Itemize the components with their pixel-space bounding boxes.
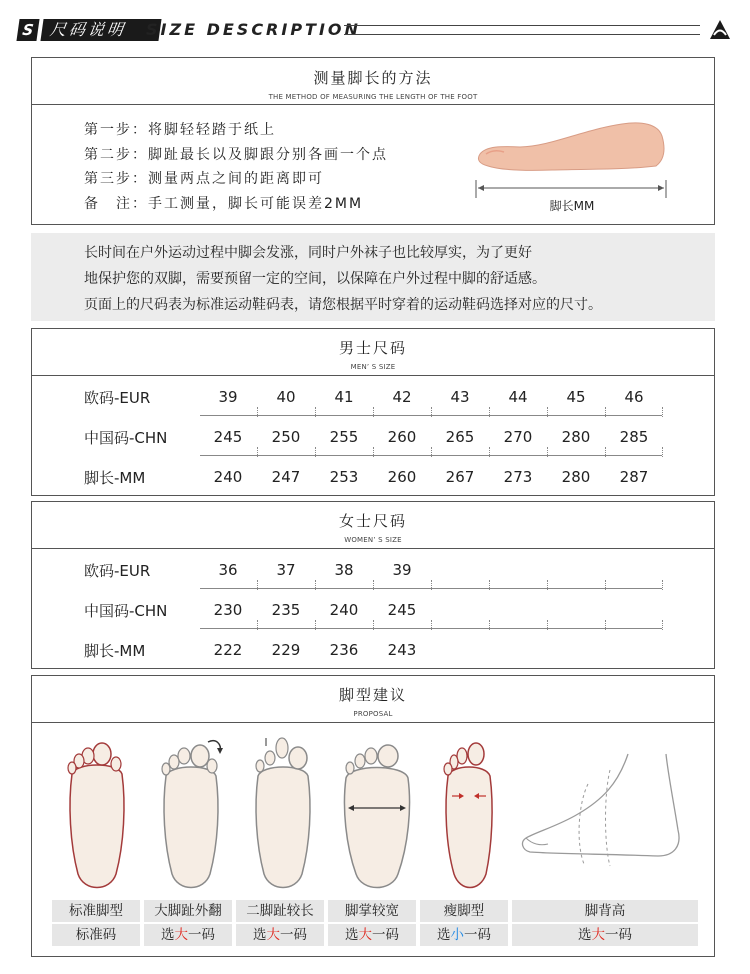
men-size-header [32, 329, 714, 376]
long-second-toe-foot-icon [246, 734, 321, 894]
measure-step-note: 备 注：手工测量，脚长可能误差2MM [84, 195, 364, 212]
women-size-title: 女士尺码 [338, 512, 407, 530]
measure-title: 测量脚长的方法 [313, 69, 433, 87]
men-size-column-tick [431, 447, 432, 457]
recommend-text: 一码 [188, 927, 215, 943]
women-size-subtitle: WOMEN’ S SIZE [344, 536, 402, 544]
note-line-1: 长时间在户外运动过程中脚会发涨，同时户外袜子也比较厚实，为了更好 [84, 245, 532, 261]
women-label-eur: 欧码-EUR [84, 562, 151, 580]
proposal-title: 脚型建议 [338, 686, 407, 704]
foot-type-high-instep: 脚背高 [512, 900, 698, 922]
men-size-eur-cell: 44 [508, 388, 528, 406]
women-size-chn-cell: 240 [329, 601, 359, 619]
foot-type-bunion: 大脚趾外翻 [144, 900, 232, 922]
men-size-chn-cell: 280 [561, 428, 591, 446]
proposal-section [31, 675, 715, 957]
men-size-mm-cell: 267 [445, 468, 475, 486]
recommend-text: 一码 [372, 927, 399, 943]
men-size-eur-cell: 39 [218, 388, 238, 406]
size-note [31, 233, 715, 321]
foot-length-label: 脚长MM [549, 199, 595, 213]
women-size-header [32, 502, 714, 549]
women-size-column-tick [605, 620, 606, 630]
women-size-mm-cell: 229 [271, 641, 301, 659]
foot-type-thin: 瘦脚型 [420, 900, 508, 922]
recommend-text: 选 [161, 927, 175, 943]
header-divider [344, 25, 700, 35]
men-size-column-tick [662, 447, 663, 457]
women-size-column-tick [431, 580, 432, 590]
women-size-column-tick [315, 580, 316, 590]
measure-section [31, 57, 715, 225]
men-size-column-tick [431, 407, 432, 417]
women-size-mm-cell: 243 [387, 641, 417, 659]
men-size-column-tick [315, 447, 316, 457]
recommend-text: 选 [578, 927, 592, 943]
men-size-column-tick [605, 447, 606, 457]
men-size-column-tick [315, 407, 316, 417]
men-size-eur-cell: 40 [276, 388, 296, 406]
men-size-column-tick [489, 447, 490, 457]
men-size-column-tick [257, 407, 258, 417]
women-size-column-tick [489, 580, 490, 590]
foot-type-long-second-toe: 二脚趾较长 [236, 900, 324, 922]
women-size-column-tick [489, 620, 490, 630]
women-size-chn-cell: 235 [271, 601, 301, 619]
women-size-column-tick [662, 580, 663, 590]
men-size-chn-cell: 270 [503, 428, 533, 446]
header-badge: S [16, 19, 39, 41]
measure-subtitle: THE METHOD OF MEASURING THE LENGTH OF THE FOOT [268, 93, 478, 101]
men-size-chn-cell: 285 [619, 428, 649, 446]
women-label-chn: 中国码-CHN [84, 602, 168, 620]
women-size-eur-cell: 38 [334, 561, 354, 579]
men-size-mm-cell: 247 [271, 468, 301, 486]
men-size-eur-cell: 41 [334, 388, 354, 406]
measure-header [32, 58, 714, 105]
men-size-column-tick [547, 407, 548, 417]
men-size-eur-cell: 43 [450, 388, 470, 406]
men-size-eur-cell: 45 [566, 388, 586, 406]
men-size-mm-cell: 287 [619, 468, 649, 486]
men-size-column-tick [547, 447, 548, 457]
recommend-text: 选 [437, 927, 451, 943]
high-instep-foot-icon [518, 734, 688, 894]
women-size-chn-cell: 230 [213, 601, 243, 619]
women-size-mm-cell: 236 [329, 641, 359, 659]
proposal-subtitle: PROPOSAL [353, 710, 393, 718]
recommend-text: 选 [345, 927, 359, 943]
women-size-section [31, 501, 715, 669]
men-label-mm: 脚长-MM [84, 469, 146, 487]
women-size-chn-cell: 245 [387, 601, 417, 619]
measure-step-1: 第一步：将脚轻轻踏于纸上 [84, 122, 276, 138]
recommend-text: 一码 [280, 927, 307, 943]
recommend-size-highlight: 大 [358, 927, 372, 943]
women-size-column-tick [257, 580, 258, 590]
recommend-text: 选 [253, 927, 267, 943]
men-label-eur: 欧码-EUR [84, 389, 151, 407]
recommend-long-second-toe [236, 924, 324, 946]
recommend-text: 一码 [464, 927, 491, 943]
women-size-column-tick [373, 580, 374, 590]
women-size-mm-cell: 222 [213, 641, 243, 659]
men-size-eur-cell: 46 [624, 388, 644, 406]
header-title-cn: 尺码说明 [40, 19, 161, 41]
men-size-mm-cell: 253 [329, 468, 359, 486]
recommend-standard [52, 924, 140, 946]
men-size-column-tick [373, 447, 374, 457]
note-line-3: 页面上的尺码表为标准运动鞋码表，请您根据平时穿着的运动鞋码选择对应的尺寸。 [84, 297, 602, 313]
recommend-size-highlight: 大 [174, 927, 188, 943]
wide-foot-icon [338, 734, 416, 894]
recommend-high-instep [512, 924, 698, 946]
women-size-column-tick [315, 620, 316, 630]
men-size-mm-cell: 240 [213, 468, 243, 486]
men-size-chn-cell: 255 [329, 428, 359, 446]
men-size-section [31, 328, 715, 496]
men-size-eur-cell: 42 [392, 388, 412, 406]
page-header [18, 18, 732, 42]
women-size-column-tick [373, 620, 374, 630]
recommend-bunion [144, 924, 232, 946]
men-size-title: 男士尺码 [338, 339, 407, 357]
women-size-eur-cell: 36 [218, 561, 238, 579]
women-size-eur-cell: 39 [392, 561, 412, 579]
women-size-column-tick [605, 580, 606, 590]
measure-step-3: 第三步：测量两点之间的距离即可 [84, 171, 324, 187]
men-size-chn-cell: 250 [271, 428, 301, 446]
women-size-column-tick [547, 580, 548, 590]
foot-type-illustrations [32, 726, 714, 896]
men-size-column-tick [373, 407, 374, 417]
foot-type-standard: 标准脚型 [52, 900, 140, 922]
men-size-mm-cell: 260 [387, 468, 417, 486]
recommend-wide [328, 924, 416, 946]
men-label-chn: 中国码-CHN [84, 429, 168, 447]
thin-foot-icon [434, 734, 504, 894]
women-label-mm: 脚长-MM [84, 642, 146, 660]
recommend-size-highlight: 大 [266, 927, 280, 943]
men-size-subtitle: MEN’ S SIZE [350, 363, 396, 371]
women-size-column-tick [257, 620, 258, 630]
recommend-size-highlight: 小 [450, 927, 464, 943]
men-size-column-tick [662, 407, 663, 417]
measure-step-2: 第二步：脚趾最长以及脚跟分别各画一个点 [84, 146, 388, 163]
foot-length-illustration [472, 116, 672, 216]
men-size-chn-cell: 265 [445, 428, 475, 446]
men-size-column-tick [257, 447, 258, 457]
women-size-column-tick [431, 620, 432, 630]
standard-foot-icon [62, 734, 132, 894]
measure-steps [84, 118, 388, 216]
note-line-2: 地保护您的双脚，需要预留一定的空间，以保障在户外过程中脚的舒适感。 [84, 271, 546, 287]
men-size-mm-cell: 273 [503, 468, 533, 486]
recommend-thin [420, 924, 508, 946]
women-size-column-tick [662, 620, 663, 630]
women-size-column-tick [547, 620, 548, 630]
men-size-mm-cell: 280 [561, 468, 591, 486]
brand-logo-icon [708, 18, 732, 42]
bunion-foot-icon [154, 734, 229, 894]
men-size-chn-cell: 245 [213, 428, 243, 446]
women-size-eur-cell: 37 [276, 561, 296, 579]
foot-type-wide: 脚掌较宽 [328, 900, 416, 922]
proposal-header [32, 676, 714, 723]
recommend-size-highlight: 大 [591, 927, 605, 943]
men-size-column-tick [605, 407, 606, 417]
recommend-text: 一码 [605, 927, 632, 943]
header-title-en: SIZE DESCRIPTION [146, 20, 361, 39]
men-size-column-tick [489, 407, 490, 417]
recommend-text: 标准码 [75, 927, 117, 943]
men-size-chn-cell: 260 [387, 428, 417, 446]
